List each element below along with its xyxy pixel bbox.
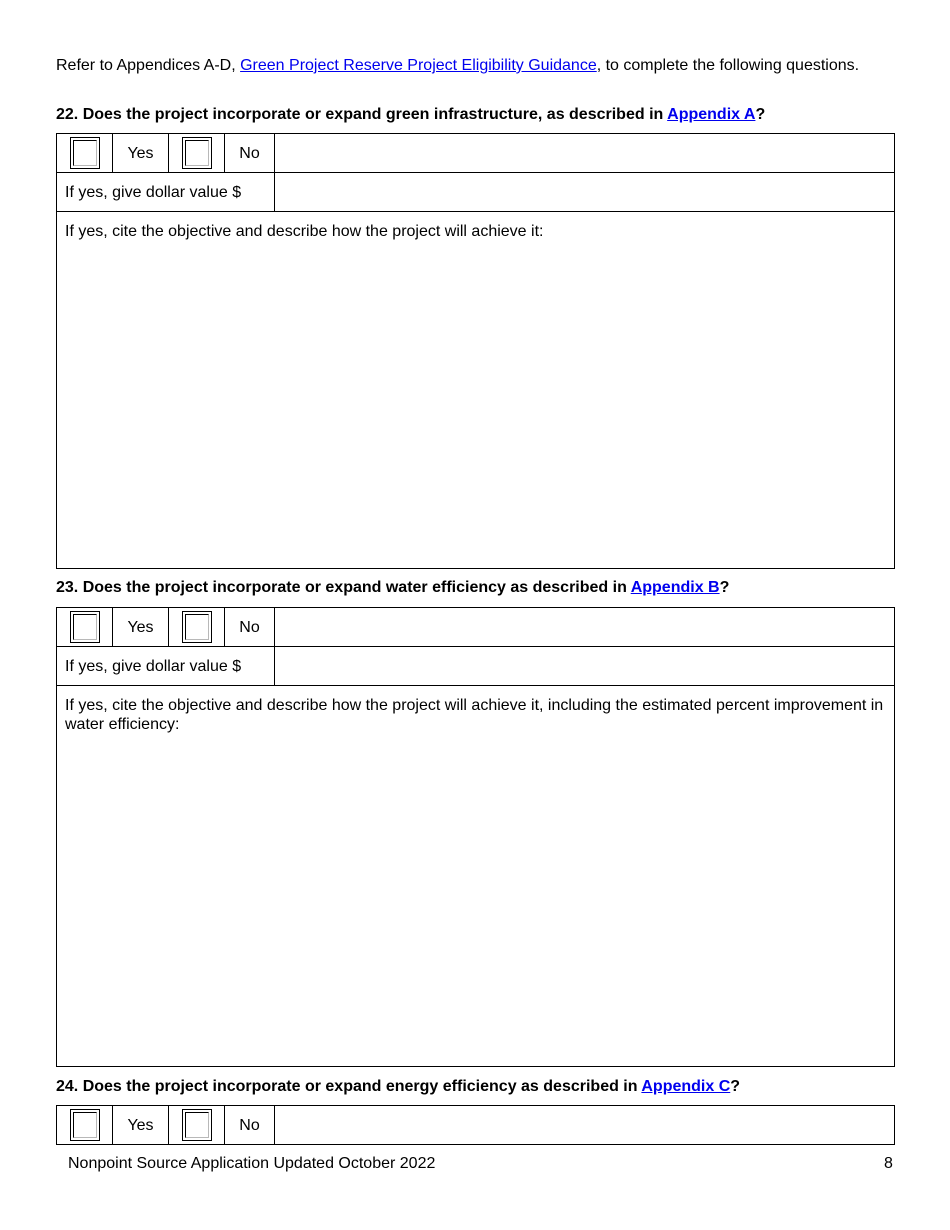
q23-no-label: No xyxy=(225,608,275,647)
appendix-b-link[interactable]: Appendix B xyxy=(630,579,720,596)
q24-no-label: No xyxy=(225,1106,275,1145)
question-24-table xyxy=(56,1105,895,1145)
q23-description-label: If yes, cite the objective and describe how the project will achieve it, including the estimated percent improvement in water efficiency: xyxy=(65,697,884,733)
q22-no-label: No xyxy=(225,134,275,173)
q24-yes-label: Yes xyxy=(113,1106,169,1145)
question-22-heading: 22. Does the project incorporate or expand green infrastructure, as described in Appendix A? xyxy=(56,106,766,123)
q22-yes-cell xyxy=(57,134,113,173)
q23-no-checkbox[interactable] xyxy=(182,611,212,643)
q24-blank-cell xyxy=(275,1106,895,1145)
q24-yes-checkbox[interactable] xyxy=(70,1109,100,1141)
q22-blank-cell xyxy=(275,134,895,173)
footer-text: Nonpoint Source Application Updated October 2022 xyxy=(68,1155,436,1172)
q23-no-cell xyxy=(169,608,225,647)
q24-yes-cell xyxy=(57,1106,113,1145)
q22-description-label: If yes, cite the objective and describe how the project will achieve it: xyxy=(65,223,544,240)
guidance-link[interactable]: Green Project Reserve Project Eligibility Guidance xyxy=(240,57,597,74)
q22-dollar-input[interactable] xyxy=(275,173,895,212)
intro-prefix: Refer to Appendices A-D, xyxy=(56,57,241,74)
intro-paragraph xyxy=(56,56,886,75)
question-24-heading: 24. Does the project incorporate or expand energy efficiency as described in Appendix C? xyxy=(56,1078,741,1095)
appendix-a-link[interactable]: Appendix A xyxy=(667,106,756,123)
q23-yes-cell xyxy=(57,608,113,647)
question-23-heading: 23. Does the project incorporate or expand water efficiency as described in Appendix B? xyxy=(56,579,730,596)
q24-no-checkbox[interactable] xyxy=(182,1109,212,1141)
question-23-table xyxy=(56,607,895,1067)
q23-dollar-input[interactable] xyxy=(275,647,895,686)
q22-yes-checkbox[interactable] xyxy=(70,137,100,169)
q22-yes-label: Yes xyxy=(113,134,169,173)
q23-description-field[interactable] xyxy=(57,686,895,1067)
q24-no-cell xyxy=(169,1106,225,1145)
q23-dollar-label: If yes, give dollar value $ xyxy=(57,647,275,686)
q22-no-checkbox[interactable] xyxy=(182,137,212,169)
question-22-table xyxy=(56,133,895,569)
q22-dollar-label: If yes, give dollar value $ xyxy=(57,173,275,212)
q23-blank-cell xyxy=(275,608,895,647)
q23-yes-label: Yes xyxy=(113,608,169,647)
q22-no-cell xyxy=(169,134,225,173)
appendix-c-link[interactable]: Appendix C xyxy=(641,1078,731,1095)
page-number: 8 xyxy=(884,1155,893,1172)
q22-description-field[interactable] xyxy=(57,212,895,569)
intro-suffix: , to complete the following questions. xyxy=(596,57,860,74)
q23-yes-checkbox[interactable] xyxy=(70,611,100,643)
